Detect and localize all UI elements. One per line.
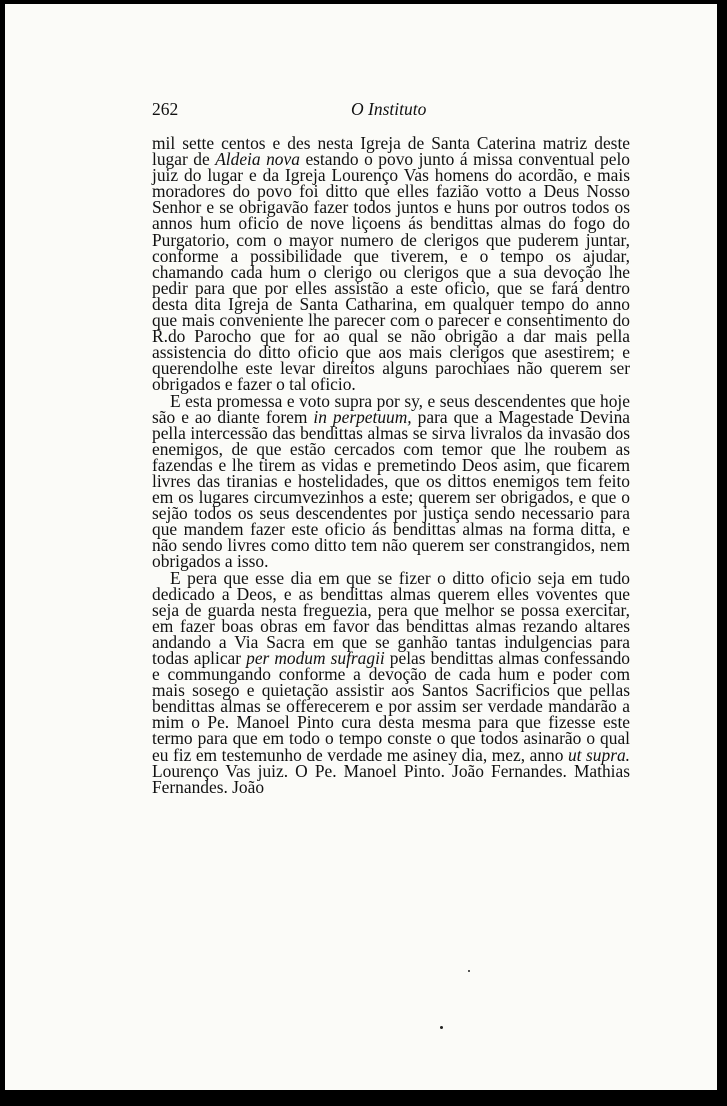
paragraph-3	[152, 567, 631, 797]
italic-segment: in perpetuum,	[313, 406, 412, 427]
body-text	[152, 135, 630, 795]
text-segment: estando o povo junto á missa conventual pelo juiz do lugar e da Igreja Lourenço Vas homens do acordão, e mais moradores do povo foi ditto que elles fazião votto a Deus Nosso Senhor e se obrigavão fazer todos juntos e huns por outros todos os annos hum oficio de nove liçoens ás bendittas almas do fogo do Purgatorio, com o mayor numero de clerigos que puderem juntar, conforme a possibilidade que tiverem, e o tempo os ajudar, chamando cada hum o clerigo ou clerigos que a sua devoção lhe pedir para que por elles assistão a este oficio, que se fará dentro desta dita Igreja de Santa Catharina, em qualquer tempo do anno que mais conveniente lhe parecer com o parecer e consentimento do R.do Parocho que for ao qual se não obrigão a dar mais pella assistencia do ditto oficio que aos mais clerigos que asestirem; e querendolhe este levar direitos alguns parochiaes não querem ser obrigados e fazer o tal oficio.	[152, 149, 630, 395]
scan-speck	[468, 970, 470, 972]
paragraph-1	[152, 135, 630, 393]
text-segment: E esta promessa e voto supra por sy, e seus descendentes que hoje são e ao diante forem	[152, 390, 630, 427]
running-header	[152, 99, 630, 121]
italic-segment: per modum sufragii	[246, 648, 385, 668]
text-segment: E pera que esse dia em que se fizer o ditto oficio seja em tudo dedicado a Deos, e as bendittas almas querem elles voventes que seja de guarda nesta freguezia, pera que melhor se possa exercitar, em fazer boas obras em favor das bendittas almas rezando altares andando a Via Sacra em que se ganhão tantas indulgencias para todas aplicar	[152, 567, 630, 668]
scanned-page	[5, 4, 717, 1090]
text-segment: para que a Magestade Devina pella intercessão das bendittas almas se sirva livralos da invasão dos enemigos, de que estão cercados com temor que lhe roubem as fazendas e lhe tirem as vidas e premetindo Deos asim, que ficarem livres das tiranias e hostelidades, que os dittos enemigos tem feito em os lugares circumvezinhos a este; querem ser obrigados, e que o sejão todos os seus descendentes por justiça sendo necessario para que mandem fazer este oficio ás bendittas almas na forma ditta, e não sendo livres como ditto tem não querem ser constrangidos, nem obrigados a isso.	[152, 406, 630, 572]
italic-segment: Aldeia nova	[215, 149, 300, 170]
italic-segment: ut supra.	[567, 744, 631, 765]
text-segment: pelas bendittas almas confessando e commungando conforme a devoção de cada hum e poder com mais sosego e quietação assistir aos Santos Sacrificios que pellas bendittas almas se offerecerem e por assim ser verdade mandarão a mim o Pe. Manoel Pinto cura desta mesma para que fizesse este termo para que em todo o tempo conste o que todos asinarão o qual eu fiz em testemunho de verdade me asiney dia, mez, anno	[152, 648, 630, 765]
scan-speck	[440, 1026, 443, 1029]
running-title: O Instituto	[351, 99, 427, 119]
text-segment: mil sette centos e des nesta Igreja de Santa Caterina matriz deste lugar de	[152, 133, 630, 170]
paragraph-2	[152, 390, 630, 572]
text-segment: Lourenço Vas juiz. O Pe. Manoel Pinto. João Fernandes. Mathias Fernandes. João	[152, 760, 630, 797]
page-number: 262	[152, 99, 179, 119]
